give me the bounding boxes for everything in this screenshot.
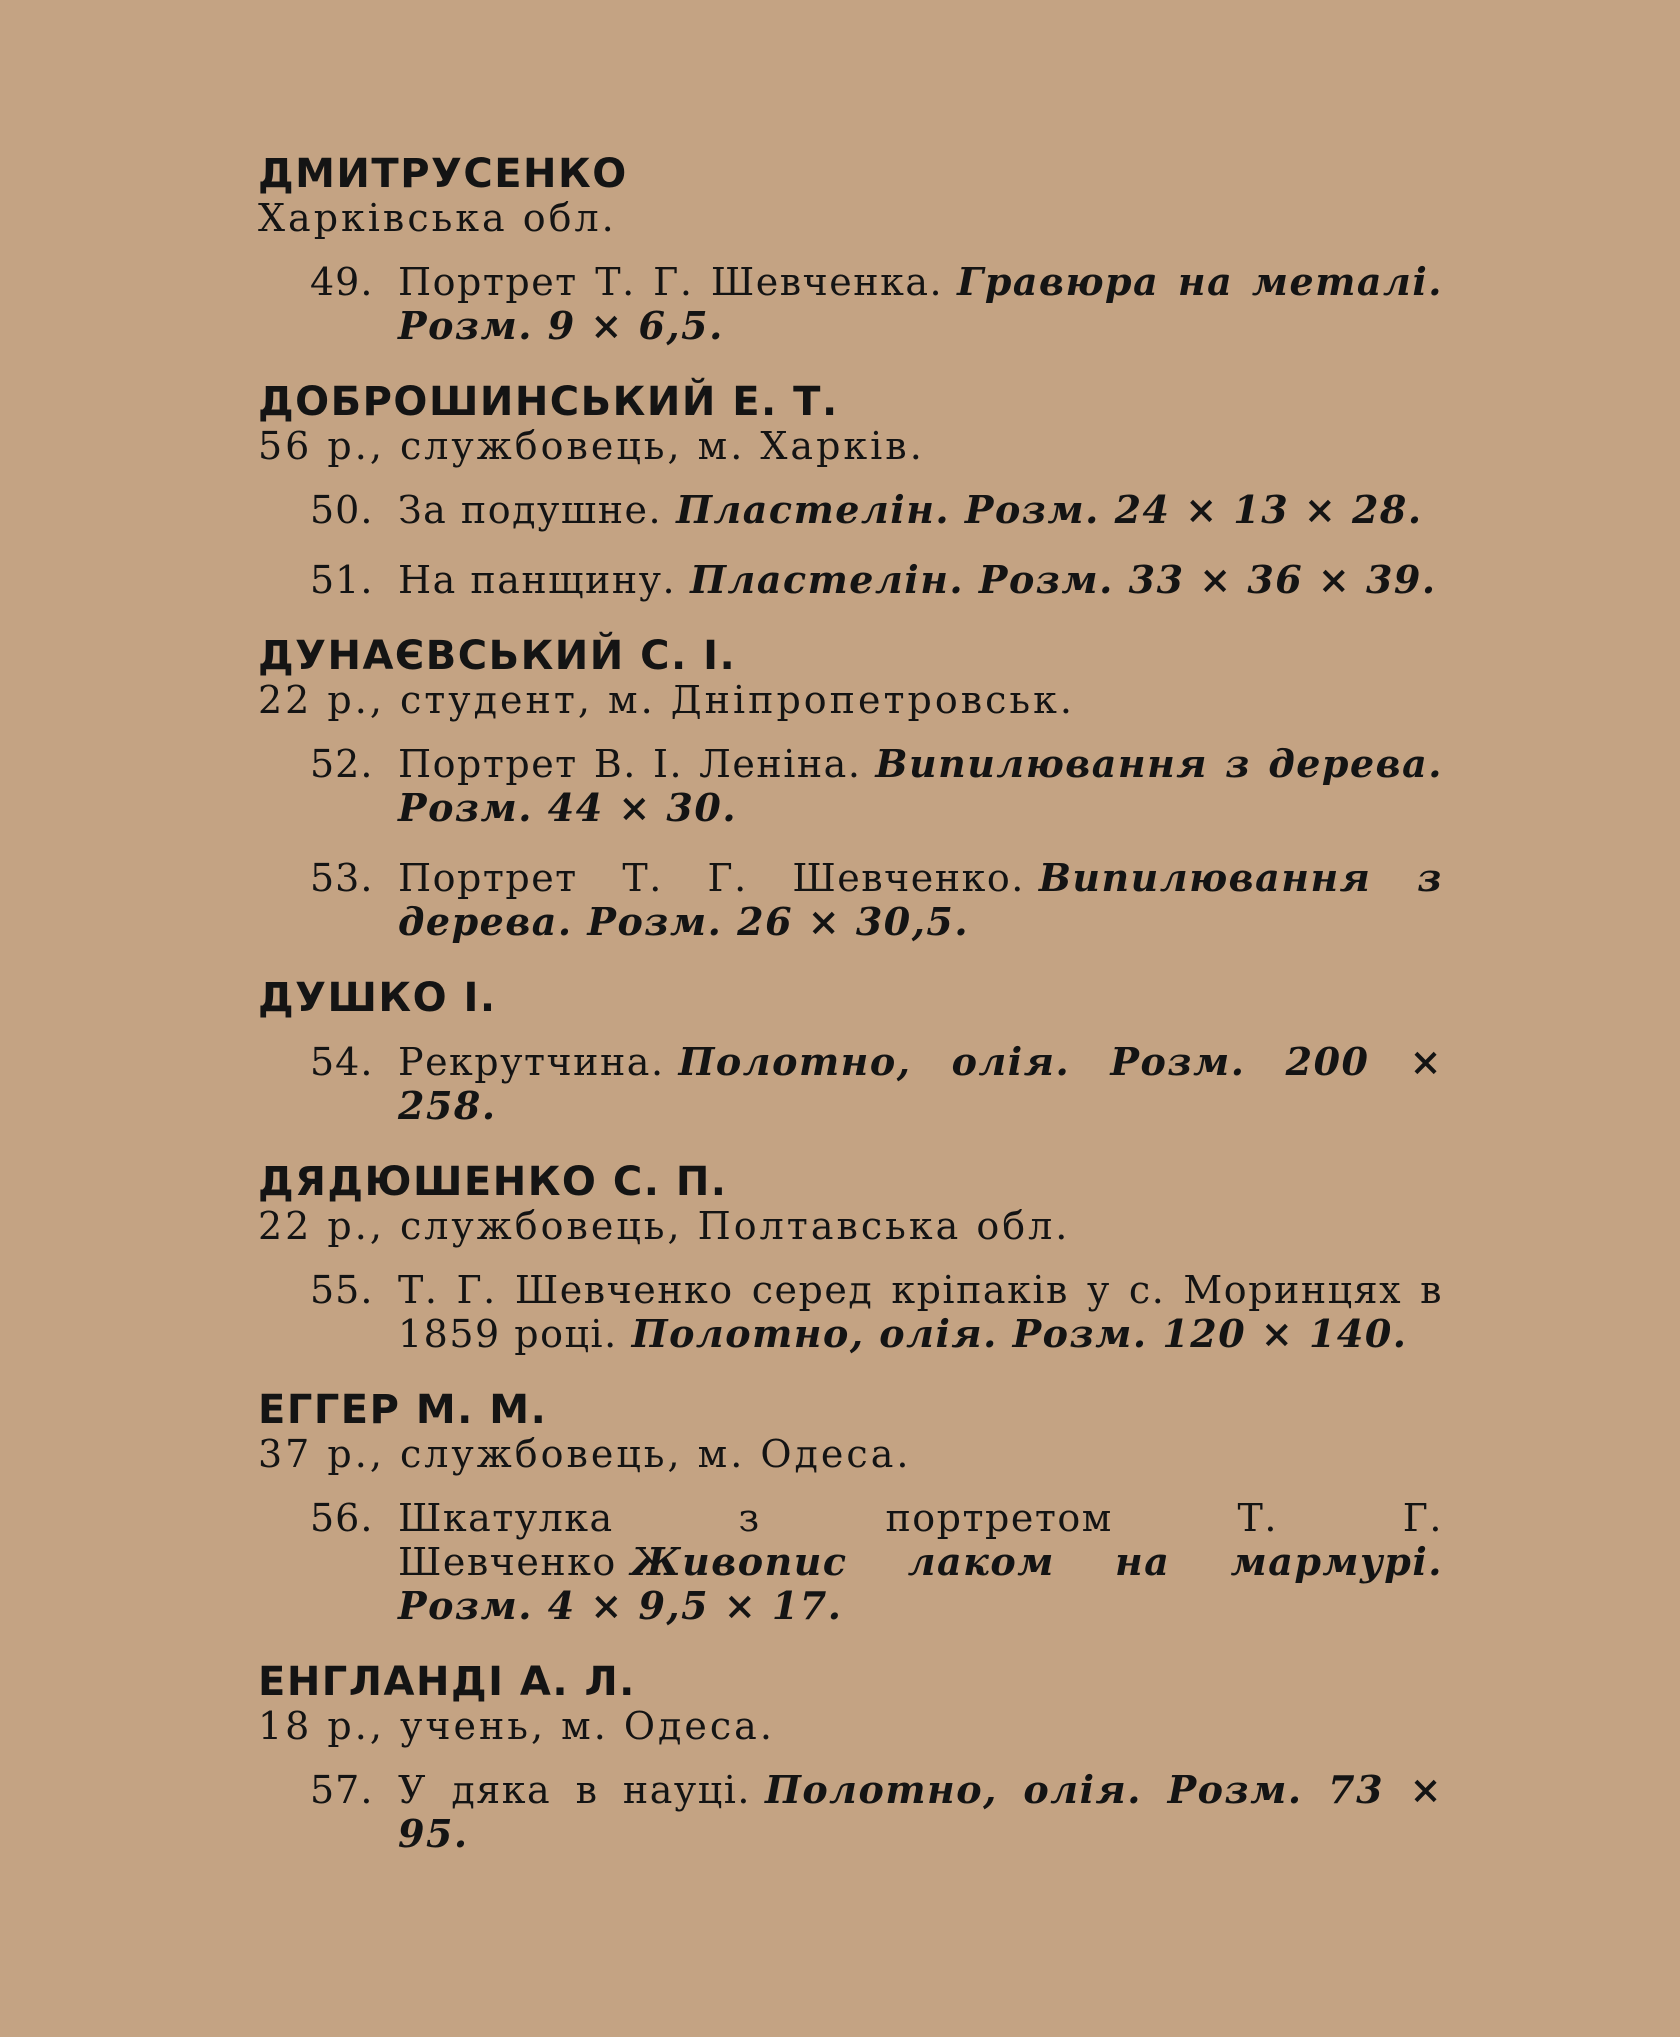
- work-number: 53.: [310, 856, 374, 900]
- work-title: Портрет В. І. Леніна.: [398, 742, 862, 786]
- work-item: [258, 488, 1443, 532]
- work-details: Пластелін. Розм. 24 × 13 × 28.: [676, 487, 1423, 532]
- work-number: 51.: [310, 558, 374, 602]
- work-details: Живопис лаком на мармурі. Розм. 4 × 9,5 × 17.: [398, 1539, 1443, 1628]
- author-name: ЕГГЕР М. М.: [258, 1387, 548, 1433]
- catalog-entry: [258, 152, 1458, 348]
- work-item: [258, 1040, 1443, 1128]
- work-item: [258, 1496, 1443, 1628]
- work-details: Полотно, олія. Розм. 120 × 140.: [631, 1311, 1408, 1356]
- work-number: 56.: [310, 1496, 374, 1540]
- author-name: ДОБРОШИНСЬКИЙ Е. Т.: [258, 379, 839, 425]
- author-name: ЕНГЛАНДІ А. Л.: [258, 1659, 636, 1705]
- work-details: Випилювання з дерева. Розм. 26 × 30,5.: [398, 855, 1443, 944]
- work-details: Полотно, олія. Розм. 200 × 258.: [398, 1039, 1443, 1128]
- author-name: ДУНАЄВСЬКИЙ С. І.: [258, 633, 737, 679]
- catalog-entry: [258, 976, 1458, 1128]
- work-title: Шкатулка з портретом Т. Г. Шевченко: [398, 1496, 1443, 1584]
- catalog-entry: [258, 1660, 1458, 1856]
- author-info: 18 р., учень, м. Одеса.: [258, 1704, 775, 1748]
- author-info: 56 р., службовець, м. Харків.: [258, 424, 925, 468]
- catalog-entry: [258, 380, 1458, 602]
- work-details: Гравюра на металі. Розм. 9 × 6,5.: [398, 259, 1443, 348]
- author-info: 22 р., службовець, Полтавська обл.: [258, 1204, 1071, 1248]
- work-details: Полотно, олія. Розм. 73 × 95.: [398, 1767, 1443, 1856]
- work-title: За подушне.: [398, 488, 663, 532]
- catalog-page: [258, 152, 1458, 1932]
- author-info: 37 р., службовець, м. Одеса.: [258, 1432, 912, 1476]
- work-number: 50.: [310, 488, 374, 532]
- work-item: [258, 558, 1443, 602]
- author-name: ДМИТРУСЕНКО: [258, 151, 628, 197]
- work-number: 54.: [310, 1040, 374, 1084]
- work-item: [258, 260, 1443, 348]
- work-title: Рекрутчина.: [398, 1040, 665, 1084]
- work-number: 49.: [310, 260, 374, 304]
- work-title: Портрет Т. Г. Шевченко.: [398, 856, 1025, 900]
- work-item: [258, 1268, 1443, 1356]
- work-title: Портрет Т. Г. Шевченка.: [398, 260, 944, 304]
- work-number: 52.: [310, 742, 374, 786]
- work-item: [258, 742, 1443, 830]
- work-title: Т. Г. Шевченко серед кріпаків у с. Моринцях в 1859 році.: [398, 1268, 1443, 1356]
- work-title: На панщину.: [398, 558, 677, 602]
- catalog-entry: [258, 1160, 1458, 1356]
- author-name: ДУШКО І.: [258, 975, 497, 1021]
- catalog-entry: [258, 1388, 1458, 1628]
- work-details: Випилювання з дерева. Розм. 44 × 30.: [398, 741, 1443, 830]
- work-item: [258, 856, 1443, 944]
- work-item: [258, 1768, 1443, 1856]
- catalog-entry: [258, 634, 1458, 944]
- work-number: 57.: [310, 1768, 374, 1812]
- author-name: ДЯДЮШЕНКО С. П.: [258, 1159, 728, 1205]
- author-info: Харківська обл.: [258, 196, 617, 240]
- author-info: 22 р., студент, м. Дніпропетровськ.: [258, 678, 1075, 722]
- work-details: Пластелін. Розм. 33 × 36 × 39.: [690, 557, 1437, 602]
- work-number: 55.: [310, 1268, 374, 1312]
- work-title: У дяка в науці.: [398, 1768, 751, 1812]
